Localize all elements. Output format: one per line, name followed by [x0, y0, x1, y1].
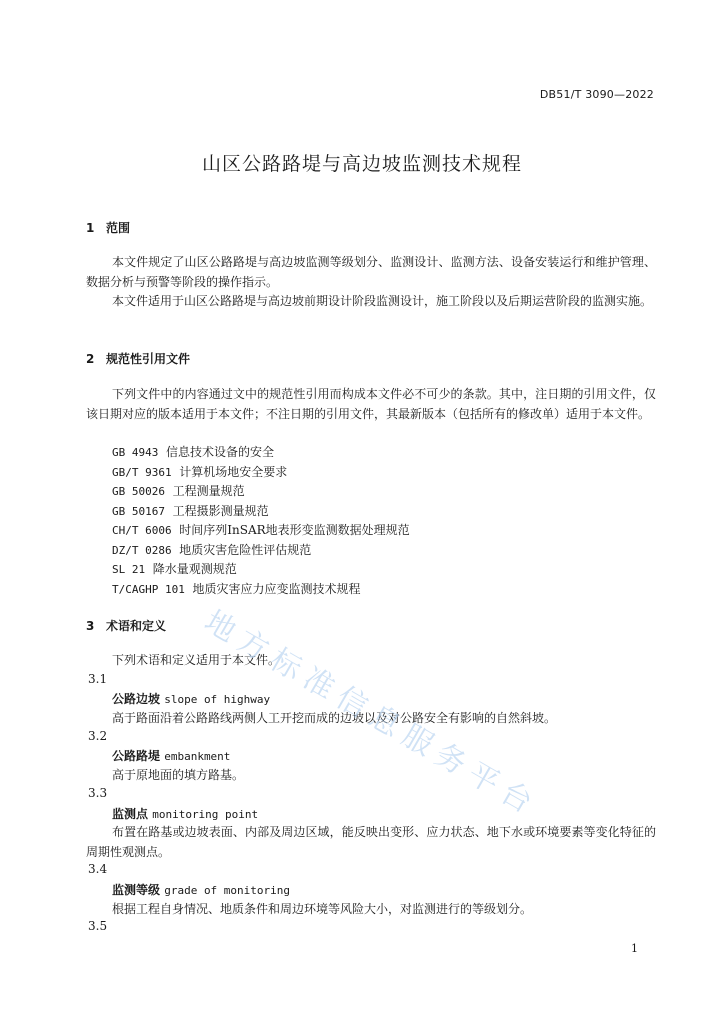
- section-number: 2: [86, 352, 95, 366]
- term-title: 公路路堤 embankment: [112, 749, 231, 763]
- term-title: 公路边坡 slope of highway: [112, 692, 271, 706]
- term-definition: 布置在路基或边坡表面、内部及周边区域，能反映出变形、应力状态、地下水或环境要素等变化特征的周期性观测点。: [86, 825, 656, 859]
- term-number: 3.3: [88, 786, 108, 800]
- doc-number: DB51/T 3090—2022: [539, 88, 654, 101]
- section-title: 规范性引用文件: [106, 352, 191, 366]
- reference-list: [112, 443, 410, 599]
- term-number: 3.5: [88, 919, 108, 933]
- reference-item: T/CAGHP 101 地质灾害应力应变监测技术规程: [112, 581, 361, 596]
- term-title: 监测等级 grade of monitoring: [112, 883, 291, 897]
- refs-intro-paragraph: 下列文件中的内容通过文中的规范性引用而构成本文件必不可少的条款。其中，注日期的引用文件，仅该日期对应的版本适用于本文件；不注日期的引用文件，其最新版本（包括所有的修改单）适用于本文件。: [86, 387, 656, 421]
- reference-item: SL 21 降水量观测规范: [112, 562, 237, 576]
- section-number: 1: [86, 221, 95, 235]
- section-heading-refs: [86, 350, 190, 367]
- page-number: 1: [631, 942, 638, 955]
- section-title: 范围: [106, 221, 131, 235]
- scope-paragraph-1: 本文件规定了山区公路路堤与高边坡监测等级划分、监测设计、监测方法、设备安装运行和维护管理、数据分析与预警等阶段的操作指示。: [86, 255, 656, 289]
- reference-item: CH/T 6006 时间序列InSAR地表形变监测数据处理规范: [112, 523, 410, 537]
- reference-item: GB 4943 信息技术设备的安全: [112, 445, 275, 459]
- scope-paragraph-2: 本文件适用于山区公路路堤与高边坡前期设计阶段监测设计，施工阶段以及后期运营阶段的监测实施。: [112, 294, 653, 308]
- section-title: 术语和定义: [106, 619, 167, 633]
- term-number: 3.2: [88, 729, 108, 743]
- term-title: 监测点 monitoring point: [112, 807, 259, 821]
- term-definition: 高于路面沿着公路路线两侧人工开挖而成的边坡以及对公路安全有影响的自然斜坡。: [112, 711, 557, 725]
- term-number: 3.4: [88, 862, 108, 876]
- term-definition: 根据工程自身情况、地质条件和周边环境等风险大小，对监测进行的等级划分。: [112, 902, 533, 916]
- section-heading-scope: [86, 219, 130, 236]
- terms-intro-paragraph: 下列术语和定义适用于本文件。: [112, 653, 281, 667]
- term-number: 3.1: [88, 672, 108, 686]
- document-title: 山区公路路堤与高边坡监测技术规程: [201, 153, 522, 175]
- reference-item: GB/T 9361 计算机场地安全要求: [112, 464, 288, 479]
- reference-item: GB 50167 工程摄影测量规范: [112, 503, 269, 518]
- section-number: 3: [86, 619, 95, 633]
- term-definition: 高于原地面的填方路基。: [112, 768, 245, 782]
- section-heading-terms: [86, 617, 166, 634]
- watermark: [195, 600, 635, 860]
- reference-item: DZ/T 0286 地质灾害危险性评估规范: [112, 542, 312, 557]
- watermark-text: 地方标准信息服务平台: [198, 603, 545, 825]
- reference-item: GB 50026 工程测量规范: [112, 484, 245, 498]
